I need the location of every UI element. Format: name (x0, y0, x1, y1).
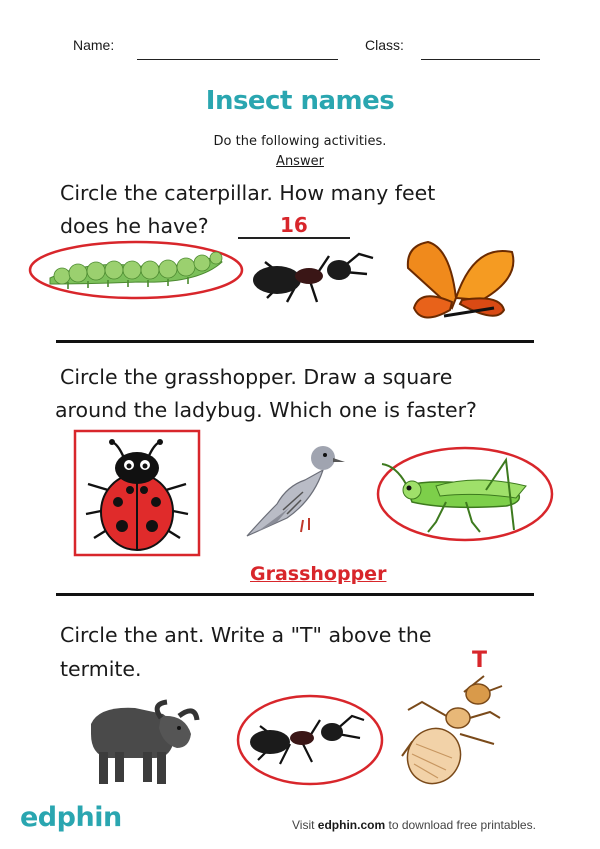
ladybug-picture (74, 430, 200, 556)
worksheet-title: Insect names (205, 86, 395, 116)
question-2-line-1: Circle the grasshopper. Draw a square (60, 365, 453, 389)
section-divider-2 (56, 593, 534, 596)
grasshopper-picture (376, 446, 554, 546)
class-label: Class: (365, 37, 404, 53)
section-divider-1 (56, 340, 534, 343)
ladybug-icon (86, 439, 188, 550)
ant-icon (250, 716, 364, 764)
answer-1: 16 (280, 213, 308, 237)
answer-label: Answer (276, 154, 324, 169)
question-1-line-2: does he have? (60, 214, 209, 238)
name-label: Name: (73, 37, 115, 53)
class-field-line[interactable] (421, 59, 540, 60)
ant-picture (236, 694, 384, 788)
buffalo-icon (85, 694, 201, 790)
name-field-line[interactable] (137, 59, 338, 60)
termite-icon (394, 672, 504, 788)
answer-line-1 (238, 237, 350, 239)
question-3-line-2: termite. (60, 657, 142, 681)
footer-rest: to download free printables. (388, 818, 536, 832)
pigeon-icon (243, 440, 348, 540)
ant-icon (247, 248, 377, 312)
question-3-line-1: Circle the ant. Write a "T" above the (60, 623, 432, 647)
answer-2: Grasshopper (250, 563, 387, 585)
footer-visit: Visit (292, 818, 315, 832)
caterpillar-icon (50, 252, 222, 289)
termite-mark: T (472, 648, 488, 673)
instructions-text: Do the following activities. (213, 134, 387, 149)
footer-text (292, 818, 536, 832)
grasshopper-icon (382, 460, 526, 532)
question-2-line-2: around the ladybug. Which one is faster? (55, 398, 477, 422)
question-1-line-1: Circle the caterpillar. How many feet (60, 181, 436, 205)
caterpillar-picture (28, 240, 248, 304)
butterfly-icon (404, 238, 522, 330)
edphin-logo: edphin (20, 802, 122, 833)
footer-link[interactable]: edphin.com (317, 818, 386, 832)
